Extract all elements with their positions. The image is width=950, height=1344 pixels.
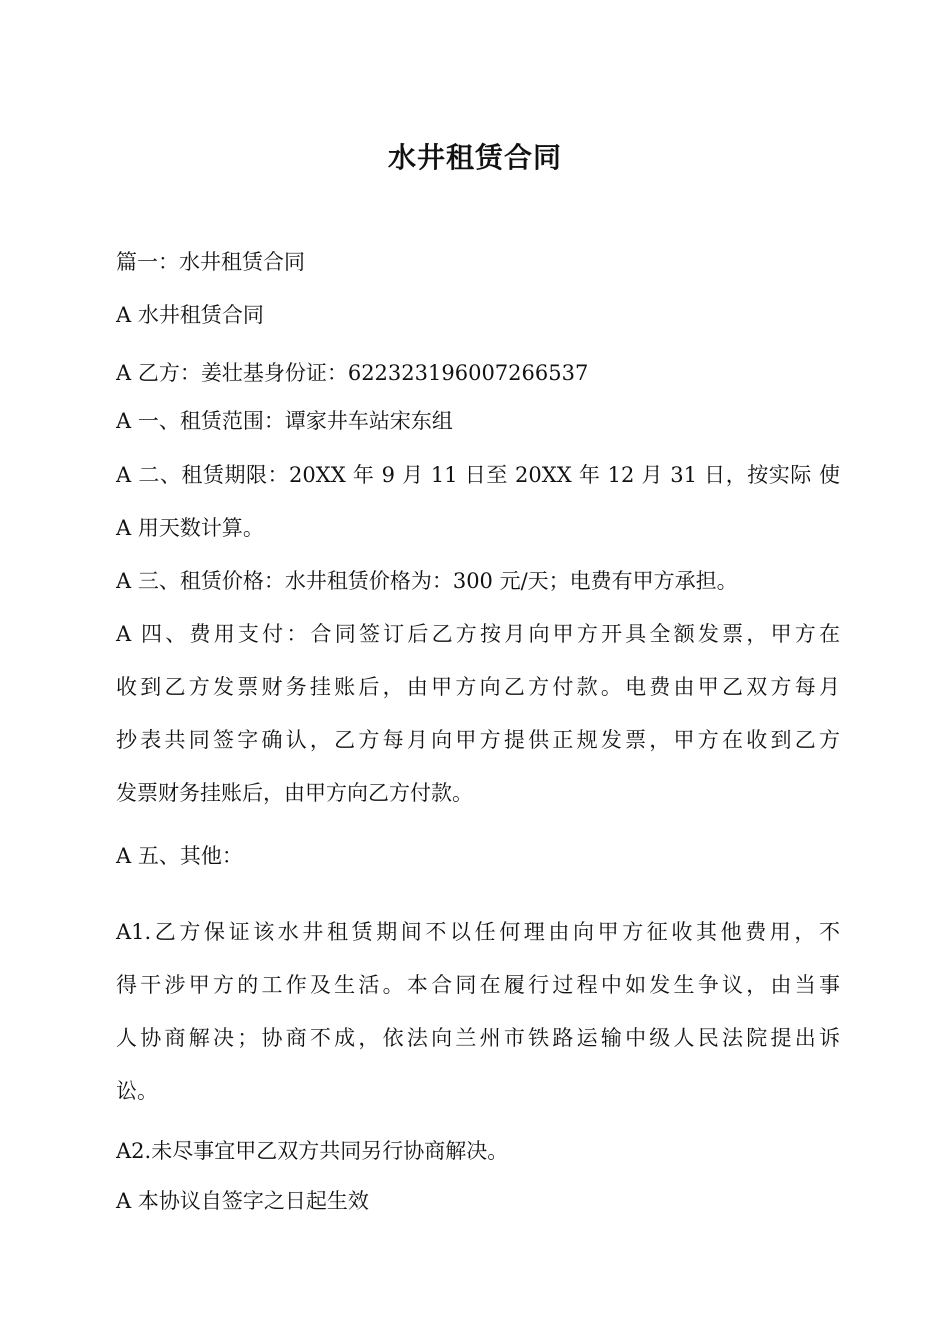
clause-1-line-2: 得干涉甲方的工作及生活。本合同在履行过程中如发生争议，由当事 [116, 973, 840, 997]
clause-1-line-1: A1.乙方保证该水井租赁期间不以任何理由向甲方征收其他费用，不 [116, 920, 840, 944]
rental-term-line-cont: A 用天数计算。 [116, 516, 264, 540]
clause-1-line-3: 人协商解决；协商不成，依法向兰州市铁路运输中级人民法院提出诉 [116, 1026, 840, 1050]
rental-price-line: A 三、租赁价格：水井租赁价格为：300 元/天；电费有甲方承担。 [116, 569, 738, 593]
payment-line-3: 抄表共同签字确认，乙方每月向甲方提供正规发票，甲方在收到乙方 [116, 728, 840, 752]
clause-1-line-4: 讼。 [116, 1079, 158, 1103]
party-b-line: A 乙方：姜壮基身份证：622323196007266537 [116, 361, 589, 385]
other-heading: A 五、其他： [116, 844, 243, 868]
contract-name-line: A 水井租赁合同 [116, 303, 264, 327]
payment-line-2: 收到乙方发票财务挂账后，由甲方向乙方付款。电费由甲乙双方每月 [116, 675, 840, 699]
section-heading: 篇一：水井租赁合同 [116, 250, 305, 274]
document-title: 水井租赁合同 [387, 141, 562, 174]
payment-line-4: 发票财务挂账后，由甲方向乙方付款。 [116, 781, 473, 805]
payment-line-1: A 四、费用支付：合同签订后乙方按月向甲方开具全额发票，甲方在 [116, 622, 840, 646]
effective-line: A 本协议自签字之日起生效 [116, 1189, 369, 1213]
clause-2-line: A2.未尽事宜甲乙双方共同另行协商解决。 [116, 1139, 509, 1163]
rental-scope-line: A 一、租赁范围：谭家井车站宋东组 [116, 409, 453, 433]
rental-term-line: A 二、租赁期限：20XX 年 9 月 11 日至 20XX 年 12 月 31 日，按实际 使 [116, 463, 840, 487]
